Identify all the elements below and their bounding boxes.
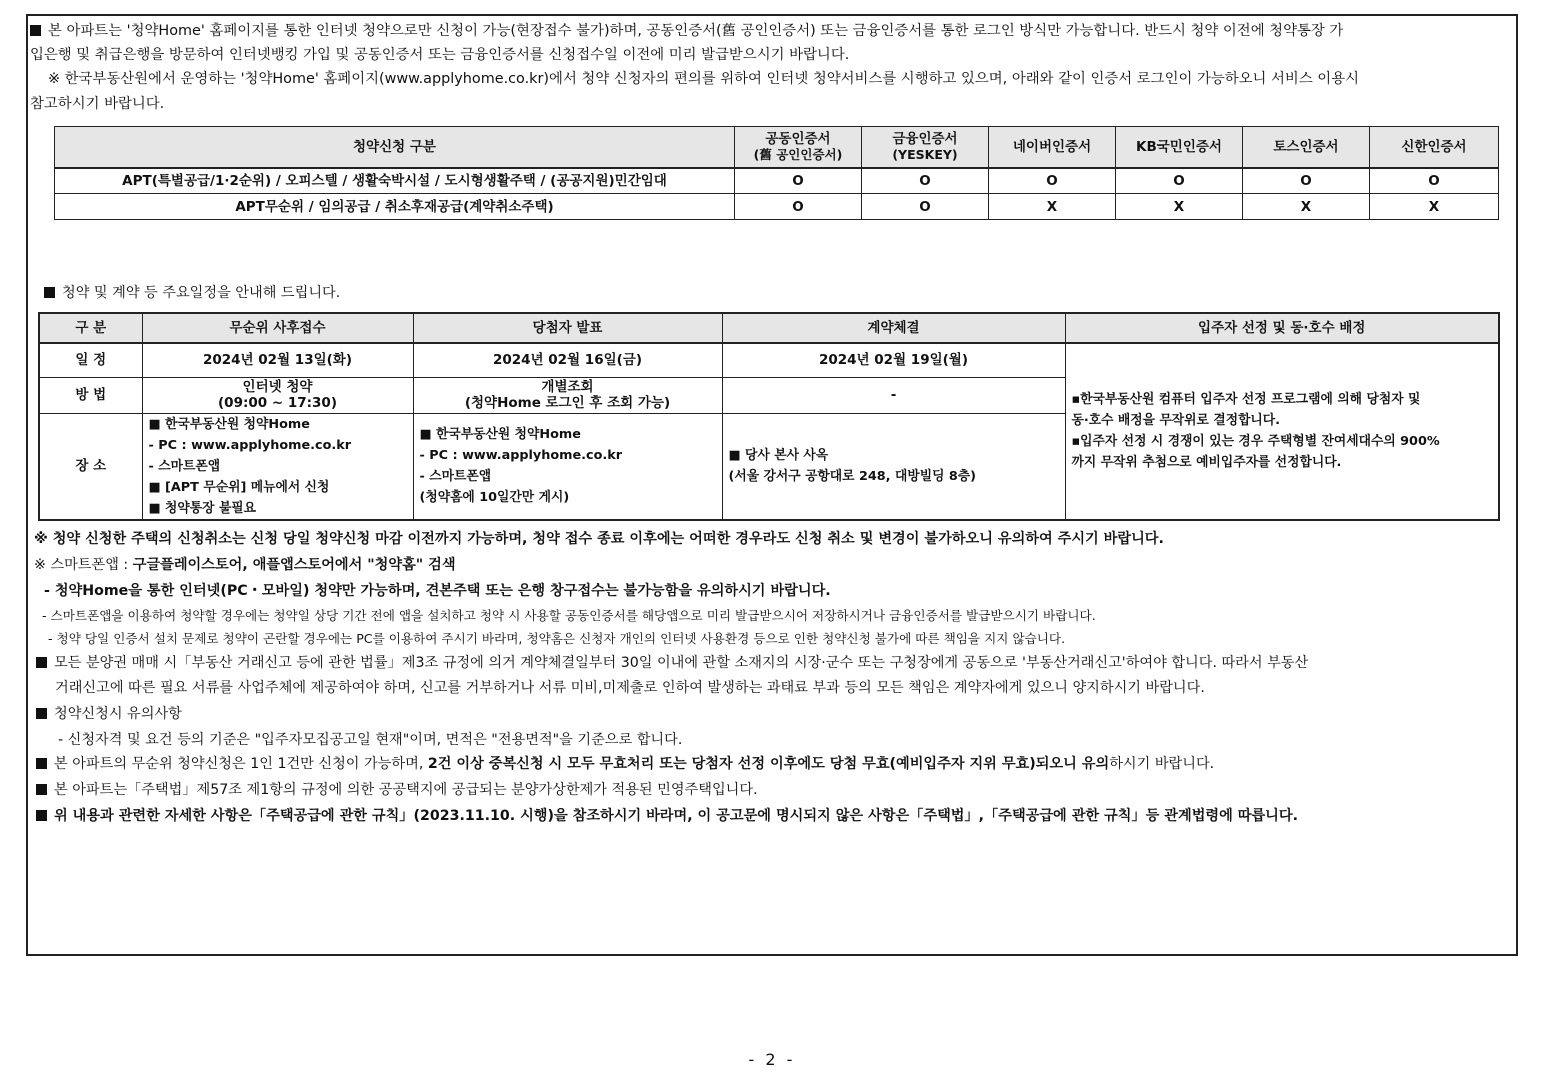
intro-line-2: 입은행 및 취급은행을 방문하여 인터넷뱅킹 가입 및 공동인증서 또는 금융인증서를 신청접수일 이전에 미리 발급받으시기 바랍니다. <box>30 47 850 63</box>
note-cautions-heading: 청약신청시 유의사항 <box>36 704 182 724</box>
header-category: 청약신청 구분 <box>55 127 735 168</box>
header-naver-cert: 네이버인증서 <box>989 127 1116 168</box>
bullet-square-icon <box>36 657 47 668</box>
note-criteria: - 신청자격 및 요건 등의 기준은 "입주자모집공고일 현재"이며, 면적은 "전용면적"을 기준으로 합니다. <box>58 732 683 748</box>
note-cert-issue: - 청약 당일 인증서 설치 문제로 청약이 곤란할 경우에는 PC를 이용하여 주시기 바라며, 청약홈은 신청자 개인의 인터넷 사용환경 등으로 인한 청약신청 불가에 따른 책임을 지지 않습니다. <box>48 631 1066 646</box>
note-internet-only: - 청약Home을 통한 인터넷(PC・모바일) 청약만 가능하며, 견본주택 또는 은행 창구접수는 불가능함을 유의하시기 바랍니다. <box>44 583 831 599</box>
schedule-heading: 청약 및 계약 등 주요일정을 안내해 드립니다. <box>44 283 340 303</box>
header-financial-cert: 금융인증서 (YESKEY) <box>862 127 989 168</box>
bullet-square-icon <box>30 25 41 36</box>
header-kb-cert: KB국민인증서 <box>1116 127 1243 168</box>
note-duplicate: 본 아파트의 무순위 청약신청은 1인 1건만 신청이 가능하며, 2건 이상 중복신청 시 모두 무효처리 또는 당첨자 선정 이후에도 당첨 무효(예비입주자 지위 무효)되오니 유의하시기 바랍니다. <box>36 754 1214 774</box>
note-cancel: ※ 청약 신청한 주택의 신청취소는 신청 당일 청약신청 마감 이전까지 가능하며, 청약 접수 종료 이후에는 어떠한 경우라도 신청 취소 및 변경이 불가하오니 유의하여 주시기 바랍니다. <box>34 531 1164 547</box>
intro-line-1: 본 아파트는 '청약Home' 홈페이지를 통한 인터넷 청약으로만 신청이 가능(현장접수 불가)하며, 공동인증서(舊 공인인증서) 또는 금융인증서를 통한 로그인 방식만 가능합니다. 반드시 청약 이전에 청약통장 가 <box>30 21 1343 41</box>
certificate-table <box>54 126 1499 220</box>
header-toss-cert: 토스인증서 <box>1243 127 1370 168</box>
bullet-square-icon <box>36 784 47 795</box>
assignment-cell: ▪한국부동산원 컴퓨터 입주자 선정 프로그램에 의해 당첨자 및 동·호수 배정을 무작위로 결정합니다. ▪입주자 선정 시 경쟁이 있는 경우 주택형별 잔여세대수의 900% 까지 무작위 추첨으로 예비입주자를 선정합니다. <box>1065 343 1499 520</box>
certificate-table-header <box>55 127 1499 168</box>
intro-line-3: ※ 한국부동산원에서 운영하는 '청약Home' 홈페이지(www.applyhome.co.kr)에서 청약 신청자의 편의를 위하여 인터넷 청약서비스를 시행하고 있으며, 아래와 같이 인증서 로그인이 가능하오니 서비스 이용시 <box>48 71 1360 87</box>
note-price-cap: 본 아파트는「주택법」제57조 제1항의 규정에 의한 공공택지에 공급되는 분양가상한제가 적용된 민영주택입니다. <box>36 780 758 800</box>
table-row-place: 장 소 ■ 한국부동산원 청약Home - PC : www.applyhome.co.kr - 스마트폰앱 ■ [APT 무순위] 메뉴에서 신청 ■ 청약통장 불필요 ■ 한국부동산원 청약Home - PC : www.applyhome.co.kr - 스마트폰앱 (청약홈에 10일간만 게시) ■ 당사 본사 사옥 (서울 강서구 공항대로 248, 대방빌딩 8층) <box>39 413 1499 520</box>
table-row: APT(특별공급/1·2순위) / 오피스텔 / 생활숙박시설 / 도시형생활주택 / (공공지원)민간임대 O O O O O O <box>55 168 1499 194</box>
schedule-table-header: 구 분 무순위 사후접수 당첨자 발표 계약체결 입주자 선정 및 동·호수 배정 <box>39 313 1499 343</box>
note-app-install: - 스마트폰앱을 이용하여 청약할 경우에는 청약일 상당 기간 전에 앱을 설치하고 청약 시 사용할 공동인증서를 해당앱으로 미리 발급받으시어 저장하시거나 금융인증서를 발급받으시기 바랍니다. <box>42 608 1096 623</box>
page-number: - 2 - <box>748 1050 796 1069</box>
header-joint-cert: 공동인증서 (舊 공인인증서) <box>735 127 862 168</box>
table-row-method: 방 법 인터넷 청약 (09:00 ~ 17:30) 개별조회 (청약Home 로그인 후 조회 가능) - <box>39 377 1499 413</box>
table-row: APT무순위 / 임의공급 / 취소후재공급(계약취소주택) O O X X X X <box>55 194 1499 220</box>
note-real-estate-report: 모든 분양권 매매 시「부동산 거래신고 등에 관한 법률」제3조 규정에 의거 계약체결일부터 30일 이내에 관할 소재지의 시장·군수 또는 구청장에게 공동으로 '부동산거래신고'하여야 합니다. 따라서 부동산 <box>36 653 1308 673</box>
note-smartphone-app: ※ 스마트폰앱 : 구글플레이스토어, 애플앱스토어에서 "청약홈" 검색 <box>34 557 456 573</box>
bullet-square-icon <box>44 287 55 298</box>
schedule-table <box>38 312 1500 521</box>
table-row-date: 일 정 2024년 02월 13일(화) 2024년 02월 16일(금) 2024년 02월 19일(월) ▪한국부동산원 컴퓨터 입주자 선정 프로그램에 의해 당첨자 및 동·호수 배정을 무작위로 결정합니다. ▪입주자 선정 시 경쟁이 있는 경우 주택형별 잔여세대수의 900% 까지 무작위 추첨으로 예비입주자를 선정합니다. <box>39 343 1499 377</box>
header-shinhan-cert: 신한인증서 <box>1370 127 1499 168</box>
bullet-square-icon <box>36 758 47 769</box>
bullet-square-icon <box>36 810 47 821</box>
bullet-square-icon <box>36 708 47 719</box>
note-real-estate-report-2: 거래신고에 따른 필요 서류를 사업주체에 제공하여야 하며, 신고를 거부하거나 서류 미비,미제출로 인하여 발생하는 과태료 부과 등의 모든 책임은 계약자에게 있으니 양지하시기 바랍니다. <box>55 680 1205 696</box>
intro-line-4: 참고하시기 바랍니다. <box>30 96 165 112</box>
note-regulations: 위 내용과 관련한 자세한 사항은「주택공급에 관한 규칙」(2023.11.10. 시행)을 참조하시기 바라며, 이 공고문에 명시되지 않은 사항은「주택법」,「주택공급에 관한 규칙」등 관계법령에 따릅니다. <box>36 806 1298 826</box>
